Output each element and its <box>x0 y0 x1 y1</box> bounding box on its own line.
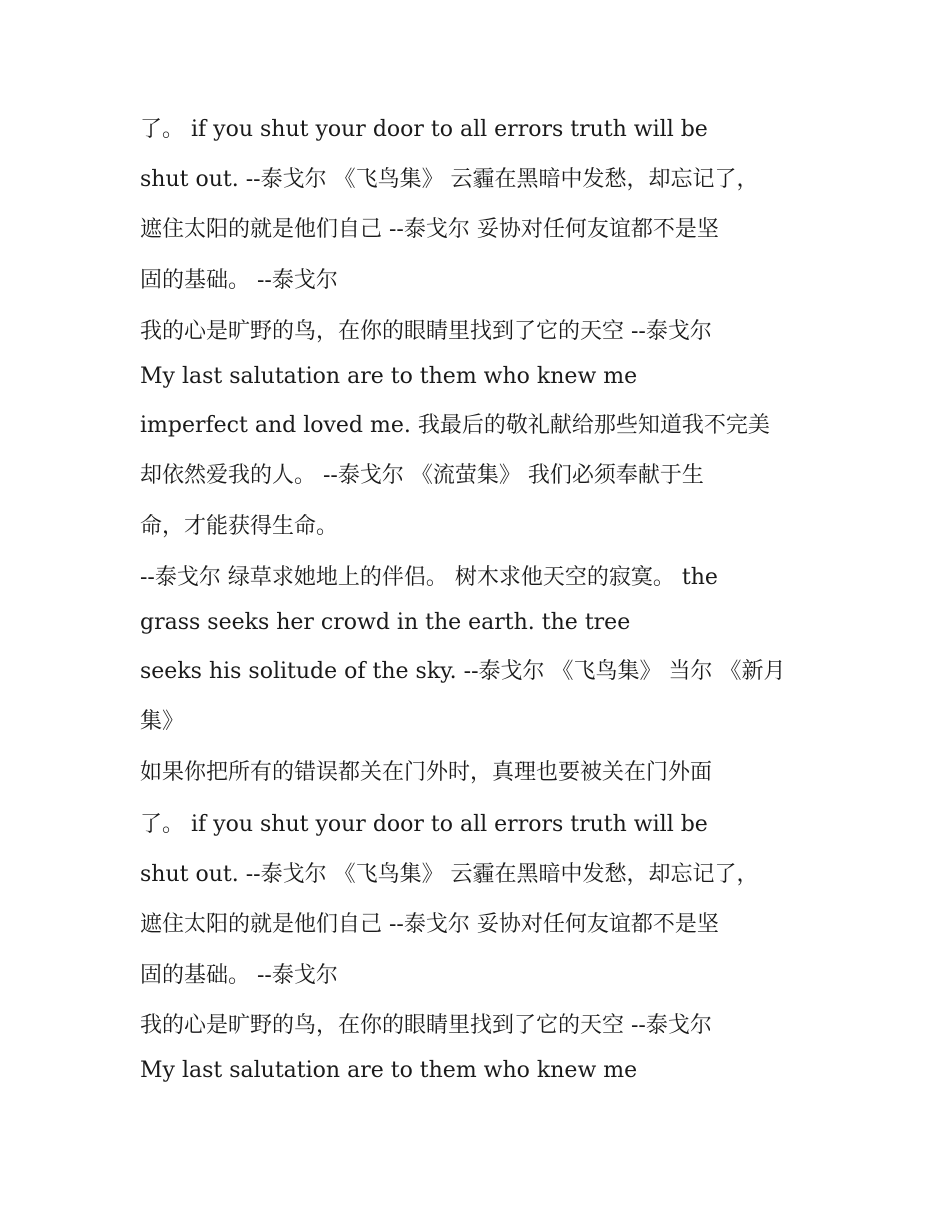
text-line-14: 如果你把所有的错误都关在门外时，真理也要被关在门外面 <box>140 760 713 785</box>
text-line-19: 我的心是旷野的鸟，在你的眼睛里找到了它的天空 --泰戈尔 <box>140 1013 712 1038</box>
text-line-8: 却依然爱我的人。 --泰戈尔 《流萤集》 我们必须奉献于生 <box>140 463 704 488</box>
text-line-4: 固的基础。 --泰戈尔 <box>140 268 338 293</box>
text-line-16: shut out. --泰戈尔 《飞鸟集》 云霾在黑暗中发愁，却忘记了， <box>140 862 759 887</box>
text-line-17: 遮住太阳的就是他们自己 --泰戈尔 妥协对任何友谊都不是坚 <box>140 912 719 937</box>
text-line-5: 我的心是旷野的鸟，在你的眼睛里找到了它的天空 --泰戈尔 <box>140 319 712 344</box>
text-line-13: 集》 <box>140 709 185 734</box>
text-line-15: 了。 if you shut your door to all errors truth will be <box>140 812 708 837</box>
text-line-7: imperfect and loved me. 我最后的敬礼献给那些知道我不完美 <box>140 413 770 438</box>
text-line-1: 了。 if you shut your door to all errors truth will be <box>140 117 708 142</box>
text-line-18: 固的基础。 --泰戈尔 <box>140 963 338 988</box>
text-line-3: 遮住太阳的就是他们自己 --泰戈尔 妥协对任何友谊都不是坚 <box>140 217 719 242</box>
text-line-2: shut out. --泰戈尔 《飞鸟集》 云霾在黑暗中发愁，却忘记了， <box>140 167 759 192</box>
text-line-11: grass seeks her crowd in the earth. the tree <box>140 610 631 635</box>
text-line-12: seeks his solitude of the sky. --泰戈尔 《飞鸟集》 当尔 《新月 <box>140 659 786 684</box>
text-line-9: 命，才能获得生命。 <box>140 514 339 539</box>
text-line-6: My last salutation are to them who knew me <box>140 364 638 389</box>
text-line-10: --泰戈尔 绿草求她地上的伴侣。 树木求他天空的寂寞。 the <box>140 565 718 590</box>
text-line-20: My last salutation are to them who knew me <box>140 1058 638 1083</box>
